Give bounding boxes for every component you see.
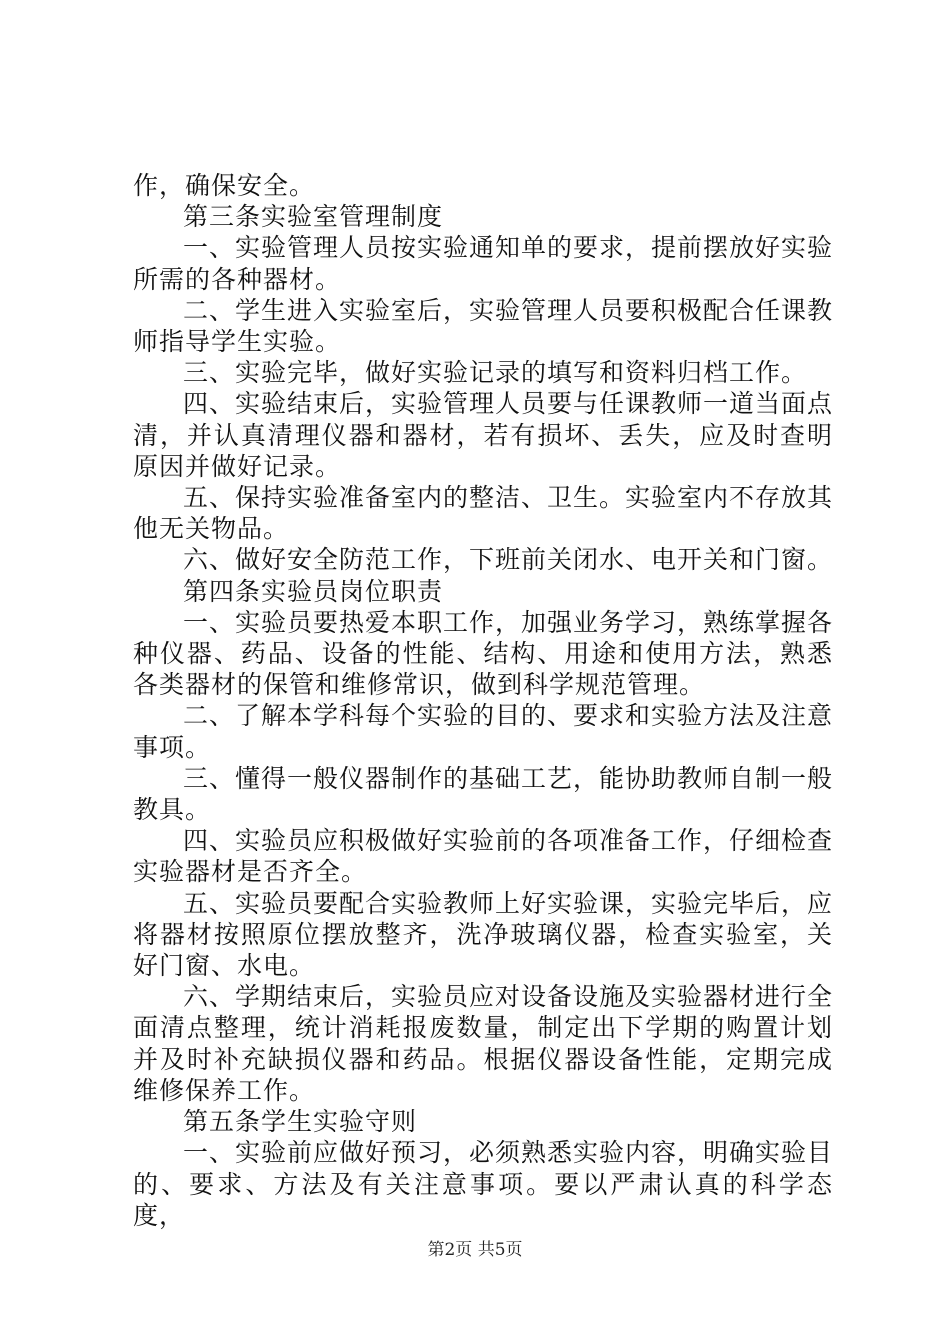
section-heading: 第五条学生实验守则 [183, 1107, 418, 1137]
paragraph: 三、实验完毕，做好实验记录的填写和资料归档工作。 [183, 358, 808, 388]
section-heading: 第三条实验室管理制度 [183, 202, 444, 232]
paragraph: 二、了解本学科每个实验的目的、要求和实验方法及注意事项。 [133, 701, 834, 762]
paragraph: 一、实验前应做好预习，必须熟悉实验内容，明确实验目的、要求、方法及有关注意事项。要以严肃认真的科学态度， [133, 1138, 834, 1230]
paragraph: 一、实验员要热爱本职工作，加强业务学习，熟练掌握各种仪器、药品、设备的性能、结构、用途和使用方法，熟悉各类器材的保管和维修常识，做到科学规范管理。 [133, 607, 834, 700]
paragraph: 作，确保安全。 [133, 171, 316, 200]
section-heading: 第四条实验员岗位职责 [183, 576, 444, 606]
paragraph: 二、学生进入实验室后，实验管理人员要积极配合任课教师指导学生实验。 [133, 295, 834, 357]
page-number-label: 第2页 共5页 [427, 1240, 523, 1260]
paragraph: 三、懂得一般仪器制作的基础工艺，能协助教师自制一般教具。 [133, 763, 834, 825]
paragraph: 五、保持实验准备室内的整洁、卫生。实验室内不存放其他无关物品。 [133, 483, 834, 544]
paragraph: 四、实验员应积极做好实验前的各项准备工作，仔细检查实验器材是否齐全。 [133, 826, 834, 887]
paragraph: 一、实验管理人员按实验通知单的要求，提前摆放好实验所需的各种器材。 [133, 233, 834, 294]
page-footer [0, 1239, 950, 1261]
paragraph: 六、做好安全防范工作，下班前关闭水、电开关和门窗。 [183, 545, 834, 575]
paragraph: 六、学期结束后，实验员应对设备设施及实验器材进行全面清点整理，统计消耗报废数量，制定出下学期的购置计划并及时补充缺损仪器和药品。根据仪器设备性能，定期完成维修保养工作。 [133, 982, 834, 1105]
paragraph: 四、实验结束后，实验管理人员要与任课教师一道当面点清，并认真清理仪器和器材，若有损坏、丢失，应及时查明原因并做好记录。 [133, 389, 834, 481]
paragraph: 五、实验员要配合实验教师上好实验课，实验完毕后，应将器材按照原位摆放整齐，洗净玻璃仪器，检查实验室，关好门窗、水电。 [133, 888, 834, 981]
document-body [133, 170, 833, 1231]
